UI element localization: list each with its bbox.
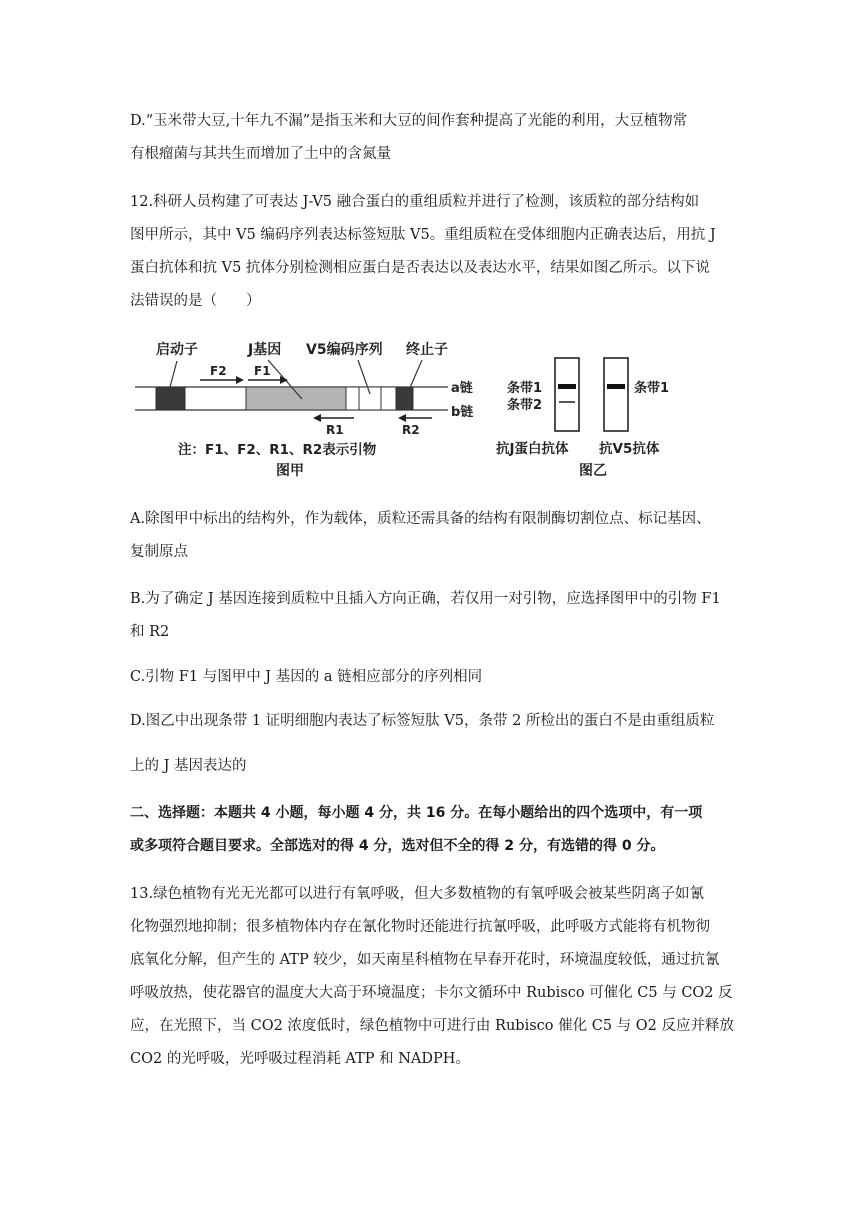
text-line: 12.科研人员构建了可表达 J-V5 融合蛋白的重组质粒并进行了检测，该质粒的部分结构如 — [130, 194, 700, 210]
text-line: 应，在光照下，当 CO2 浓度低时，绿色植物中可进行由 Rubisco 催化 C5 与 O2 反应并释放 — [130, 1018, 734, 1034]
section-2-heading — [130, 797, 740, 863]
western-blot-diagram — [496, 358, 669, 479]
text-line: D.图乙中出现条带 1 证明细胞内表达了标签短肽 V5，条带 2 所检出的蛋白不是由重组质粒 — [130, 713, 715, 729]
b-strand-label: b链 — [451, 405, 474, 420]
r2-arrow-icon — [398, 414, 406, 422]
text-line: 复制原点 — [130, 544, 188, 560]
text-line: 上的 J 基因表达的 — [130, 758, 247, 774]
j-gene-label: J基因 — [248, 342, 282, 358]
v5-block-left — [346, 387, 359, 410]
f2-arrow-icon — [236, 376, 244, 384]
text-line: 图甲所示，其中 V5 编码序列表达标签短肽 V5。重组质粒在受体细胞内正确表达后，用抗 J — [130, 227, 716, 243]
v5-block-middle — [359, 387, 381, 410]
band-1-left-label: 条带1 — [507, 381, 543, 396]
text-line: 13.绿色植物有光无光都可以进行有氧呼吸，但大多数植物的有氧呼吸会被某些阴离子如氰 — [130, 886, 705, 902]
option-12d — [130, 705, 740, 783]
anti-v5-antibody-label: 抗V5抗体 — [599, 441, 660, 457]
text-line: 有根瘤菌与其共生而增加了土中的含氮量 — [130, 146, 391, 162]
text-line: C.引物 F1 与图甲中 J 基因的 a 链相应部分的序列相同 — [130, 669, 483, 685]
text-line: 底氧化分解，但产生的 ATP 较少，如天南星科植物在早春开花时，环境温度较低，通过抗氰 — [130, 952, 720, 968]
text-line: 呼吸放热，使花器官的温度大大高于环境温度；卡尔文循环中 Rubisco 可催化 C5 与 CO2 反 — [130, 985, 733, 1001]
terminator-block — [396, 387, 413, 410]
text-line: 二、选择题：本题共 4 小题，每小题 4 分，共 16 分。在每小题给出的四个选项中，有一项 — [130, 805, 703, 821]
text-line: A.除图甲中标出的结构外，作为载体，质粒还需具备的结构有限制酶切割位点、标记基因、 — [130, 511, 711, 527]
f1-label: F1 — [254, 364, 271, 378]
band-1-anti-j — [558, 384, 576, 389]
band-2-left-label: 条带2 — [507, 398, 543, 413]
plasmid-diagram — [135, 341, 473, 479]
anti-j-antibody-label: 抗J蛋白抗体 — [496, 441, 569, 457]
f1-arrow-icon — [280, 376, 288, 384]
figure-note: 注：F1、F2、R1、R2表示引物 — [178, 442, 377, 458]
question-13 — [130, 878, 740, 1076]
option-11d — [130, 105, 740, 171]
text-line: D.“玉米带大豆,十年九不漏”是指玉米和大豆的间作套种提高了光能的利用，大豆植物常 — [130, 113, 688, 129]
promoter-block — [156, 387, 185, 410]
option-12c — [130, 661, 740, 694]
option-12b — [130, 583, 740, 649]
blot-lane-anti-j — [555, 358, 579, 431]
text-line: 蛋白抗体和抗 V5 抗体分别检测相应蛋白是否表达以及表达水平，结果如图乙所示。以下说 — [130, 260, 710, 276]
terminator-label: 终止子 — [406, 342, 448, 358]
j-gene-block — [246, 387, 346, 410]
text-line: 法错误的是（ ） — [130, 293, 261, 309]
band-1-anti-v5 — [607, 384, 625, 389]
question-12-figure — [130, 330, 690, 490]
r1-arrow-icon — [313, 414, 321, 422]
promoter-label: 启动子 — [156, 342, 198, 358]
v5-sequence-label: V5编码序列 — [306, 342, 383, 358]
text-line: 或多项符合题目要求。全部选对的得 4 分，选对但不全的得 2 分，有选错的得 0 分。 — [130, 838, 665, 854]
r1-label: R1 — [326, 423, 344, 437]
r2-label: R2 — [402, 423, 420, 437]
text-line: 和 R2 — [130, 624, 170, 640]
v5-block-right — [381, 387, 396, 410]
text-line: 化物强烈地抑制；很多植物体内存在氰化物时还能进行抗氰呼吸，此呼吸方式能将有机物彻 — [130, 919, 710, 935]
option-12a — [130, 503, 740, 569]
f2-label: F2 — [210, 364, 227, 378]
text-line: CO2 的光呼吸，光呼吸过程消耗 ATP 和 NADPH。 — [130, 1051, 470, 1067]
blot-lane-anti-v5 — [604, 358, 628, 431]
band-1-right-label: 条带1 — [634, 381, 670, 396]
a-strand-label: a链 — [451, 381, 473, 396]
figure-yi-caption: 图乙 — [579, 463, 607, 479]
text-line: B.为了确定 J 基因连接到质粒中且插入方向正确，若仅用一对引物，应选择图甲中的引物 F1 — [130, 591, 721, 607]
question-12-stem — [130, 186, 740, 318]
figure-jia-caption: 图甲 — [276, 463, 304, 479]
